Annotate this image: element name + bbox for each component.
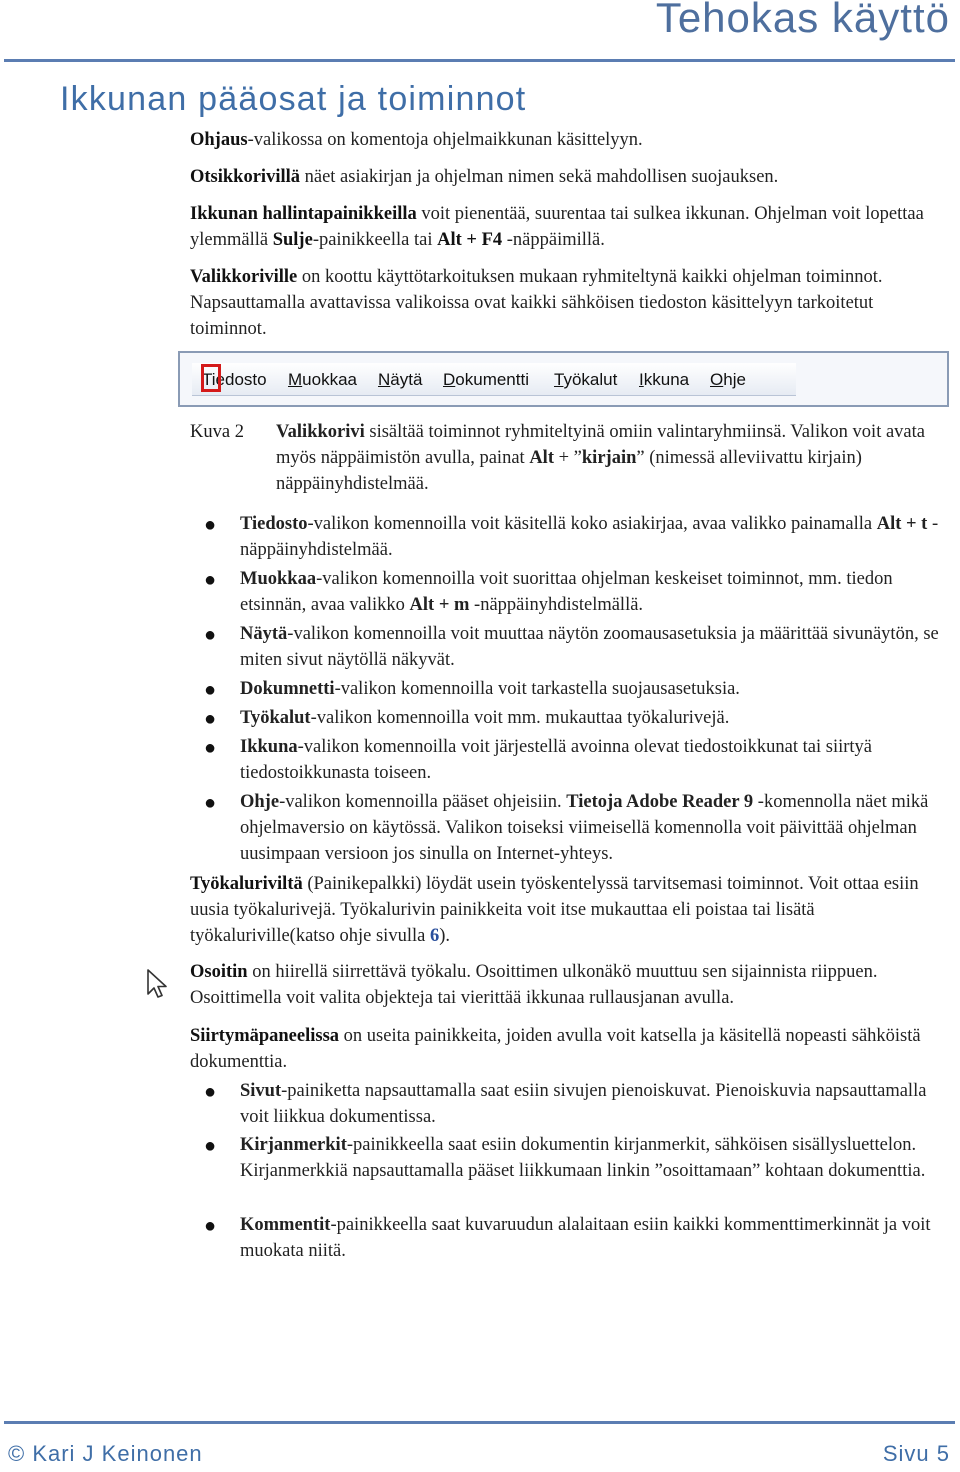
paragraph-tyokalurivi: Työkaluriviltä (Painikepalkki) löydät usein työskentelyssä tarvitsemasi toiminnot. Voit ottaa esiin uusia työkalurivejä. Työkalurivin painikkeita voit itse mukauttaa eli poistaa tai lisätä työkaluriville(katso ohje sivulla 6).	[190, 874, 919, 946]
menu-item-ohje[interactable]: Ohje	[710, 370, 746, 389]
menu-item-nayta[interactable]: Näytä	[378, 370, 423, 389]
menu-item-muokkaa[interactable]: Muokkaa	[288, 370, 357, 389]
bullet-dot: ●	[204, 708, 217, 730]
bullet-dot: ●	[204, 1081, 217, 1103]
header-title: Tehokas käyttö	[655, 0, 950, 41]
bullet-dot: ●	[204, 1215, 217, 1237]
bullet-kirjanmerkit: Kirjanmerkit-painikkeella saat esiin dokumentin kirjanmerkit, sähköisen sisällysluettelon. Kirjanmerkkiä napsauttamalla pääset liikkumaan linkin ”osoittamaan” kohtaan dokumenttia.	[240, 1135, 926, 1181]
menu-item-ikkuna[interactable]: Ikkuna	[639, 370, 690, 389]
bullet-dot: ●	[204, 679, 217, 701]
bullet-kommentit: Kommentit-painikkeella saat kuvaruudun alalaitaan esiin kaikki kommenttimerkinnät ja voit muokata niitä.	[240, 1215, 931, 1261]
section-title: Ikkunan pääosat ja toiminnot	[60, 80, 527, 118]
bullet-sivut: Sivut-painiketta napsauttamalla saat esiin sivujen pienoiskuvat. Pienoiskuvia napsauttamalla voit liikkua dokumentissa.	[240, 1081, 927, 1127]
paragraph-siirtymapaneeli: Siirtymäpaneelissa on useita painikkeita, joiden avulla voit katsella ja käsitellä nopeasti sähköistä dokumenttia.	[190, 1026, 921, 1072]
paragraph-ohjaus: Ohjaus-valikossa on komentoja ohjelmaikkunan käsittelyyn.	[190, 130, 643, 150]
menu-item-dokumentti[interactable]: Dokumentti	[443, 370, 529, 389]
header-rule	[4, 59, 955, 62]
mouse-pointer-icon	[146, 969, 168, 999]
bullet-ohje: Ohje-valikon komennoilla pääset ohjeisiin. Tietoja Adobe Reader 9 -komennolla näet mikä ohjelmaversio on käytössä. Valikon toiseksi viimeisellä komennolla voit päivittää ohjelman uusimpaan versioon jos sinulla on Internet-yhteys.	[240, 792, 929, 864]
bullet-dot: ●	[204, 792, 217, 814]
menubar-screenshot	[178, 351, 949, 407]
paragraph-valikkorivi: Valikkoriville on koottu käyttötarkoituksen mukaan ryhmiteltynä kaikki ohjelman toiminnot. Napsauttamalla avattavissa valikoissa ovat kaikki sähköisen tiedoston käsittelyyn tarkoitetut toiminnot.	[190, 267, 883, 339]
paragraph-otsikkorivi: Otsikkorivillä näet asiakirjan ja ohjelman nimen sekä mahdollisen suojauksen.	[190, 167, 779, 187]
menu-item-tiedosto[interactable]: Tiedosto	[202, 370, 267, 389]
bullet-nayta: Näytä-valikon komennoilla voit muuttaa näytön zoomausasetuksia ja määrittää sivunäytön, se miten sivut näytöllä näkyvät.	[240, 624, 939, 670]
page-link[interactable]: 6	[429, 926, 440, 946]
footer-page-number: Sivu 5	[882, 1441, 950, 1466]
bullet-dot: ●	[204, 514, 217, 536]
bullet-tiedosto: Tiedosto-valikon komennoilla voit käsitellä koko asiakirjaa, avaa valikko painamalla Alt + t -näppäinyhdistelmää.	[240, 514, 939, 560]
footer-rule	[4, 1421, 955, 1424]
bullet-muokkaa: Muokkaa-valikon komennoilla voit suorittaa ohjelman keskeiset toiminnot, mm. tiedon etsinnän, avaa valikko Alt + m -näppäinyhdistelmällä.	[240, 569, 893, 615]
bullet-ikkuna: Ikkuna-valikon komennoilla voit järjestellä avoinna olevat tiedostoikkunat tai siirtyä tiedostoikkunasta toiseen.	[240, 737, 872, 783]
caption-text: Valikkorivi sisältää toiminnot ryhmiteltyinä omiin valintaryhmiinsä. Valikon voit avata myös näppäimistön avulla, painat Alt + ”kirjain” (nimessä alleviivattu kirjain) näppäinyhdistelmää.	[276, 422, 925, 494]
menu-item-tyokalut[interactable]: Työkalut	[554, 370, 618, 389]
menubar	[192, 363, 796, 396]
paragraph-osoitin: Osoitin on hiirellä siirrettävä työkalu. Osoittimen ulkonäkö muuttuu sen sijainnista riippuen. Osoittimella voit valita objekteja tai vierittää ikkunaa rullausjanan avulla.	[190, 962, 878, 1008]
bullet-dot: ●	[204, 624, 217, 646]
bullet-dot: ●	[204, 569, 217, 591]
bullet-dot: ●	[204, 1135, 217, 1157]
paragraph-hallintapainikkeet: Ikkunan hallintapainikkeilla voit pienentää, suurentaa tai sulkea ikkunan. Ohjelman voit lopettaa ylemmällä Sulje-painikkeella tai Alt + F4 -näppäimillä.	[190, 204, 924, 250]
bullet-dokumentti: Dokumnetti-valikon komennoilla voit tarkastella suojausasetuksia.	[240, 679, 740, 699]
bullet-dot: ●	[204, 737, 217, 759]
footer-copyright: © Kari J Keinonen	[8, 1441, 203, 1466]
bullet-tyokalut: Työkalut-valikon komennoilla voit mm. mukauttaa työkalurivejä.	[240, 708, 730, 728]
highlight-box	[201, 364, 221, 392]
caption-label: Kuva 2	[190, 422, 244, 442]
